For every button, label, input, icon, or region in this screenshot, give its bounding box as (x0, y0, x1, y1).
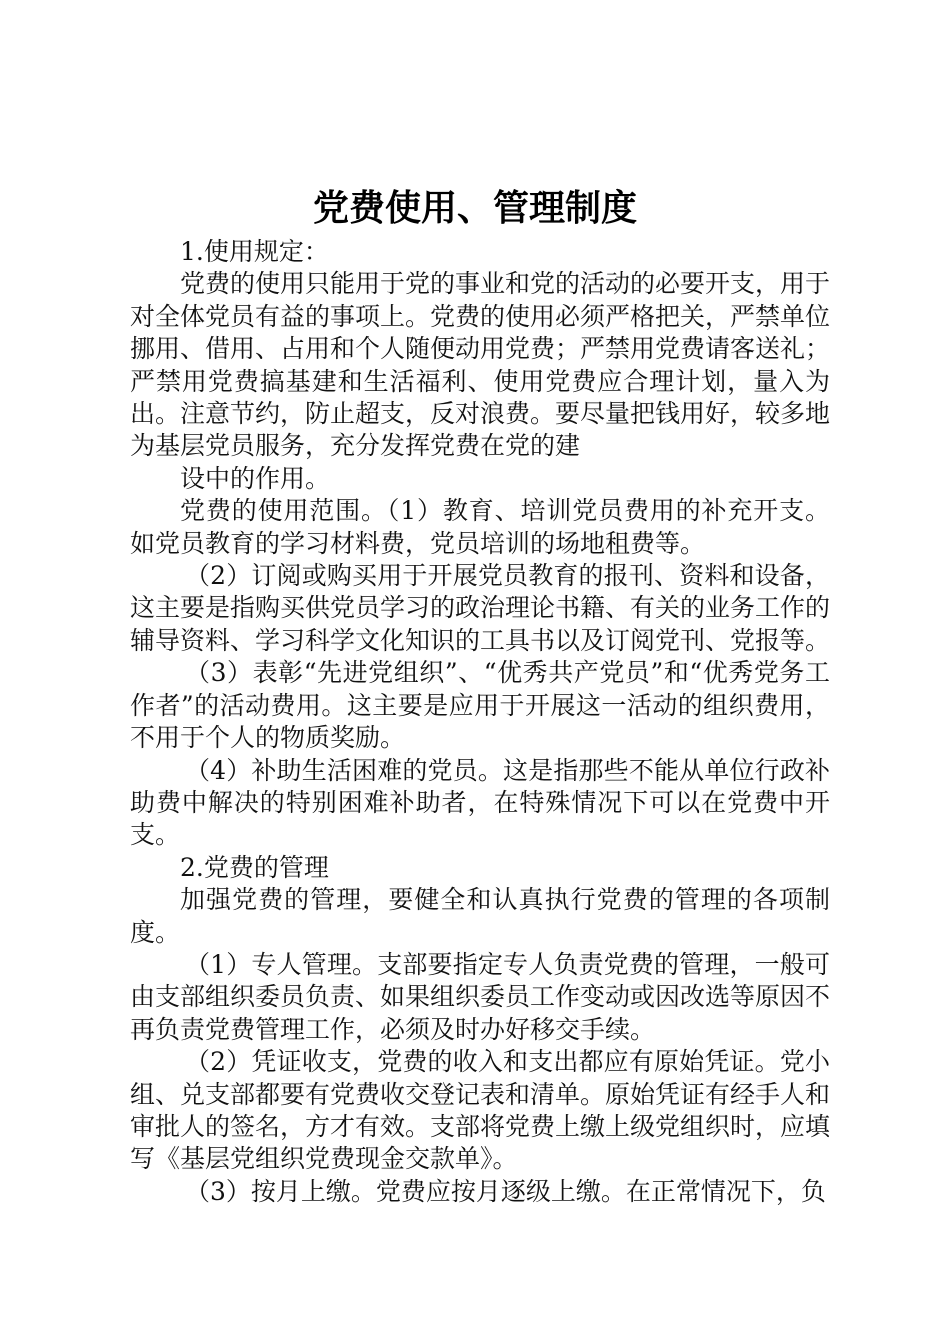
paragraph-scope-item-4: （4）补助生活困难的党员。这是指那些不能从单位行政补助费中解决的特别困难补助者，在特殊情况下可以在党费中开支。 (130, 755, 830, 850)
paragraph-usage-rules: 党费的使用只能用于党的事业和党的活动的必要开支，用于对全体党员有益的事项上。党费的使用必须严格把关，严禁单位挪用、借用、占用和个人随便动用党费；严禁用党费请客送礼；严禁用党费搞基建和生活福利、使用党费应合理计划，量入为出。注意节约，防止超支，反对浪费。要尽量把钱用好，较多地为基层党员服务，充分发挥党费在党的建 (130, 269, 831, 461)
paragraph-management-item-2: （2）凭证收支，党费的收入和支出都应有原始凭证。党小组、兑支部都要有党费收交登记表和清单。原始凭证有经手人和审批人的签名，方才有效。支部将党费上缴上级党组织时，应填写《基层党组织党费现金交款单》。 (130, 1047, 831, 1174)
document-body (130, 236, 830, 1208)
section-heading-management: 2.党费的管理 (180, 852, 329, 882)
paragraph-management-intro: 加强党费的管理，要健全和认真执行党费的管理的各项制度。 (130, 885, 830, 947)
section-heading-usage: 1.使用规定： (180, 237, 329, 266)
paragraph-usage-scope: 党费的使用范围。（1）教育、培训党员费用的补充开支。如党员教育的学习材料费，党员培训的场地租费等。 (130, 496, 830, 558)
paragraph-management-item-1: （1）专人管理。支部要指定专人负责党费的管理，一般可由支部组织委员负责、如果组织委员工作变动或因改选等原因不再负责党费管理工作，必须及时办好移交手续。 (130, 949, 831, 1044)
paragraph-management-item-3: （3）按月上缴。党费应按月逐级上缴。在正常情况下，负 (185, 1176, 826, 1206)
paragraph-scope-item-2: （2）订阅或购买用于开展党员教育的报刊、资料和设备，这主要是指购买供党员学习的政治理论书籍、有关的业务工作的辅导资料、学习科学文化知识的工具书以及订阅党刊、党报等。 (130, 561, 831, 655)
paragraph-scope-item-3: （3）表彰“先进党组织”、“优秀共产党员”和“优秀党务工作者”的活动费用。这主要是应用于开展这一活动的组织费用，不用于个人的物质奖励。 (130, 658, 830, 753)
document-title: 党费使用、管理制度 (312, 187, 637, 229)
paragraph-usage-rules-continued: 设中的作用。 (180, 463, 331, 493)
